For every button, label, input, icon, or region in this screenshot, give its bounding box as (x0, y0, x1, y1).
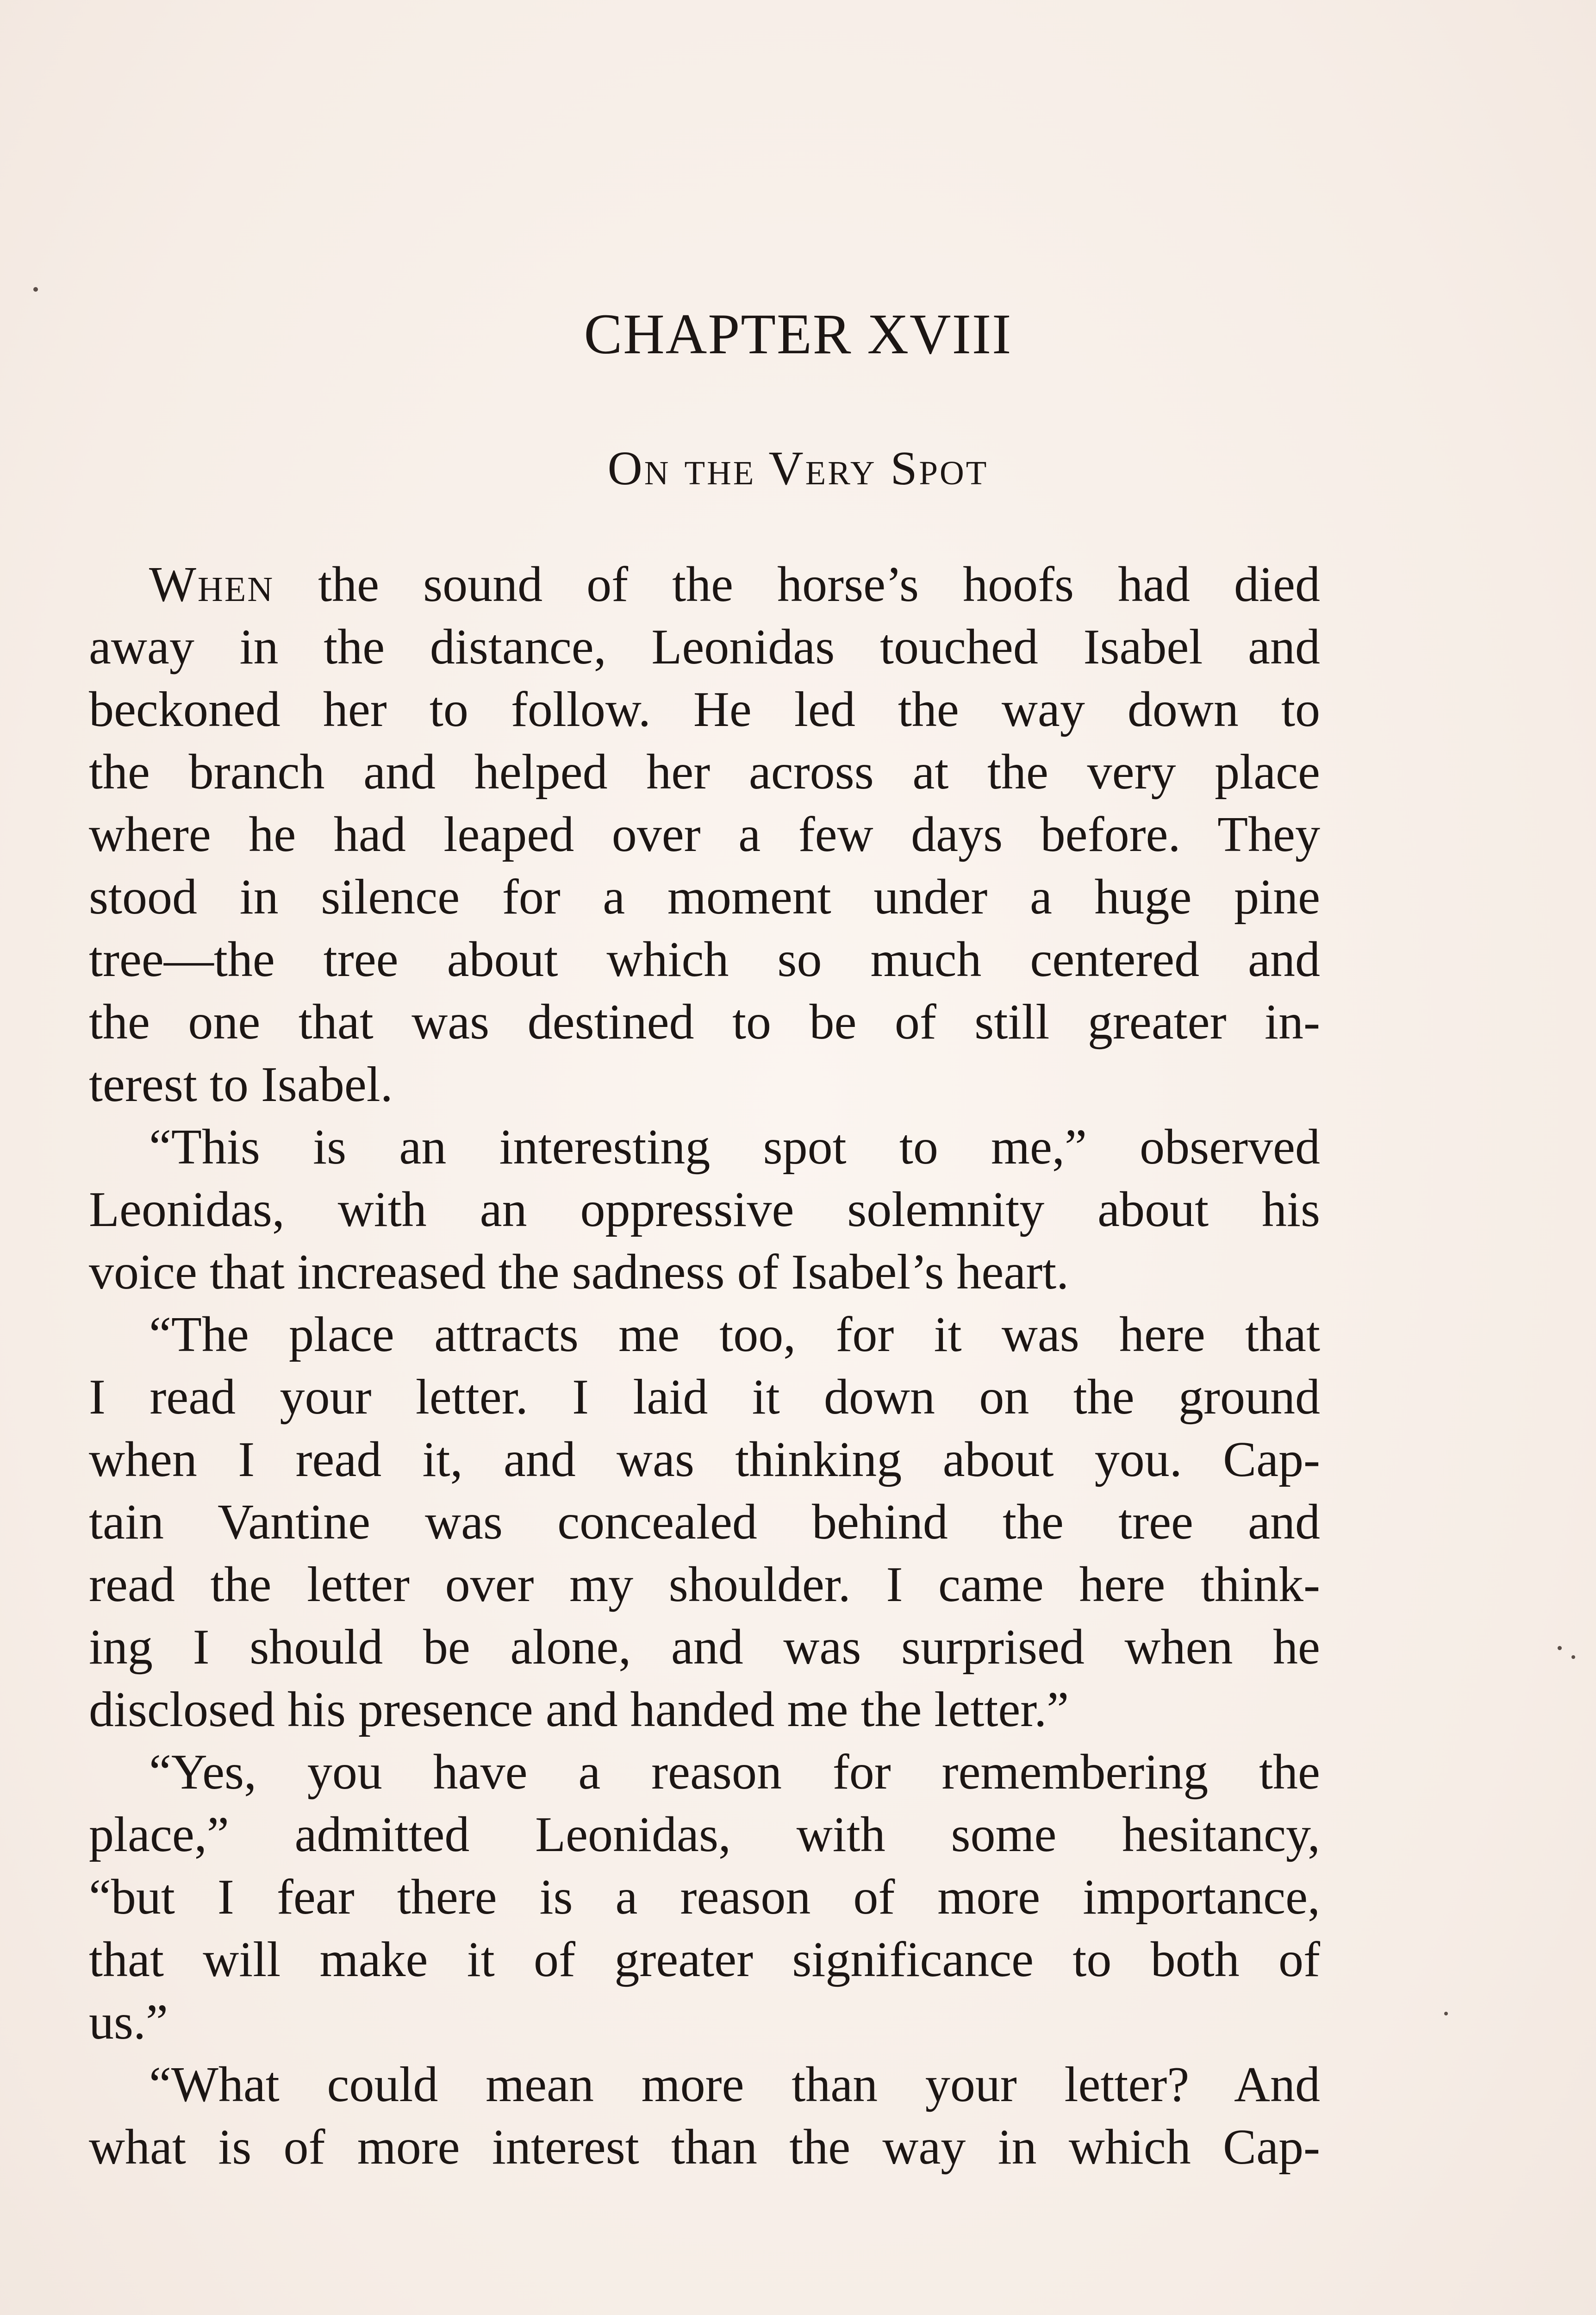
text-line: place,” admitted Leonidas, with some hesitancy, (89, 1807, 1320, 1862)
text-line: that will make it of greater significance to both of (89, 1932, 1320, 1987)
text-line: where he had leaped over a few days before. They (89, 807, 1320, 862)
text-line: beckoned her to follow. He led the way down to (89, 682, 1320, 737)
chapter-number: CHAPTER XVIII (584, 302, 1012, 366)
text-line: voice that increased the sadness of Isabel’s heart. (89, 1245, 1069, 1300)
text-line: what is of more interest than the way in which Cap- (89, 2120, 1320, 2175)
text-line: “The place attracts me too, for it was here that (149, 1307, 1320, 1362)
text-line: Leonidas, with an oppressive solemnity about his (89, 1182, 1320, 1237)
text-line-content: the sound of the horse’s hoofs had died (274, 557, 1320, 612)
text-line: when I read it, and was thinking about you. Cap- (89, 1432, 1320, 1487)
paper-speck (1444, 2012, 1448, 2015)
text-line: read the letter over my shoulder. I came here think- (89, 1557, 1320, 1612)
text-line: the branch and helped her across at the very place (89, 745, 1320, 800)
body-text (89, 553, 1320, 2178)
drop-word: When (149, 557, 274, 612)
text-line: “but I fear there is a reason of more importance, (89, 1870, 1320, 1925)
text-line: “Yes, you have a reason for remembering the (149, 1745, 1320, 1800)
chapter-title: On the Very Spot (607, 442, 989, 495)
text-line: “This is an interesting spot to me,” observed (149, 1120, 1320, 1175)
text-line: tree—the tree about which so much centered and (89, 932, 1320, 987)
text-line: us.” (89, 1995, 168, 2050)
paper-speck (1558, 1646, 1562, 1650)
text-line: the one that was destined to be of still greater in- (89, 995, 1320, 1050)
text-line: ing I should be alone, and was surprised when he (89, 1620, 1320, 1675)
text-line: stood in silence for a moment under a huge pine (89, 870, 1320, 925)
text-line: away in the distance, Leonidas touched Isabel and (89, 619, 1320, 675)
paper-speck (1571, 1655, 1575, 1659)
text-line: disclosed his presence and handed me the letter.” (89, 1682, 1069, 1737)
text-line: I read your letter. I laid it down on the ground (89, 1370, 1320, 1425)
text-line: “What could mean more than your letter? And (149, 2057, 1320, 2112)
text-line: tain Vantine was concealed behind the tree and (89, 1495, 1320, 1550)
text-line (89, 553, 1320, 616)
text-line: terest to Isabel. (89, 1057, 393, 1112)
paper-speck (33, 287, 38, 292)
